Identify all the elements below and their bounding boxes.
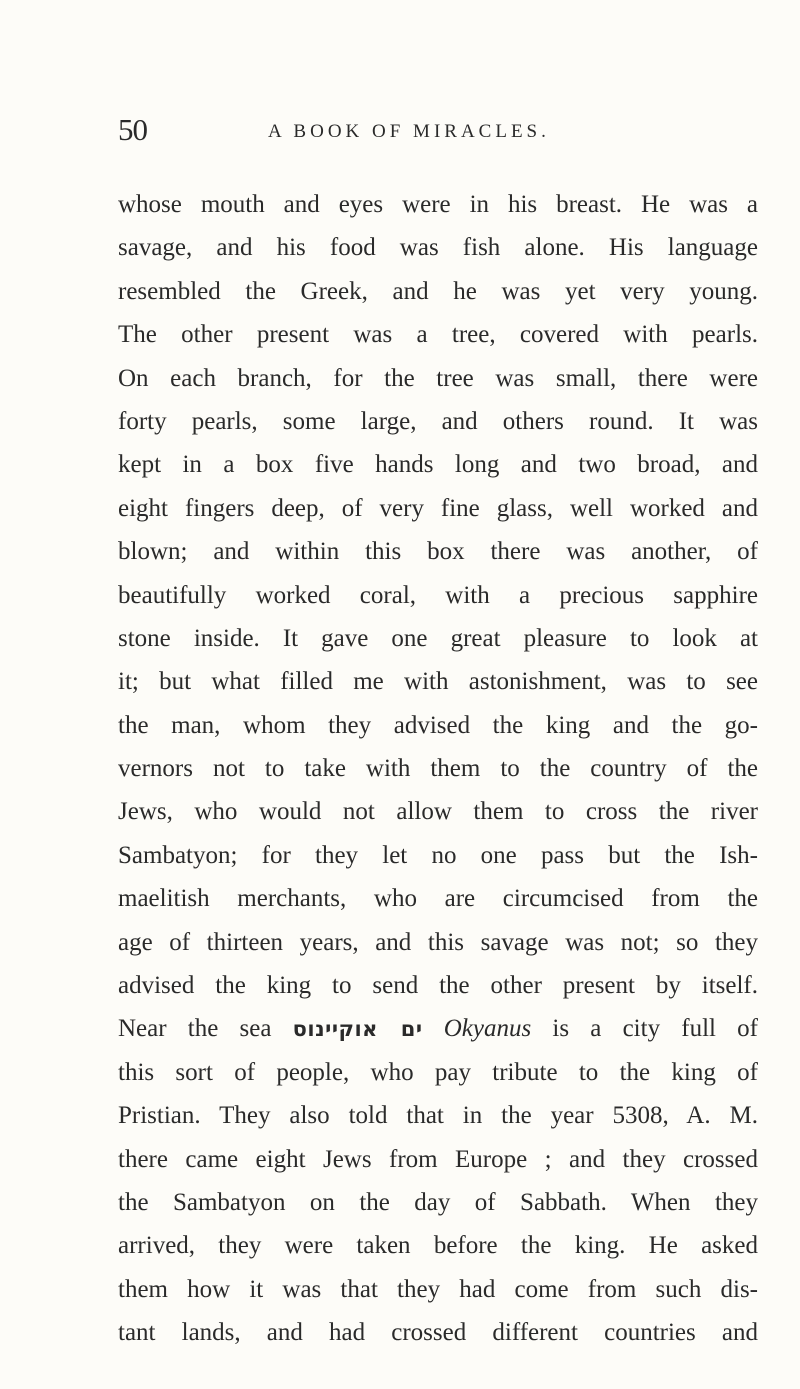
text-line: maelitish merchants, who are circumcised from the (118, 885, 758, 913)
text-line: arrived, they were taken before the king. He asked (118, 1232, 758, 1260)
page-number: 50 (118, 112, 147, 147)
text-line: it; but what filled me with astonishment, was to see (118, 668, 758, 696)
text-line: the Sambatyon on the day of Sabbath. When they (118, 1188, 758, 1216)
text-line: Pristian. They also told that in the year 5308, A. M. (118, 1102, 758, 1130)
text-line: this sort of people, who pay tribute to the king of (118, 1058, 758, 1086)
text-line: there came eight Jews from Europe ; and they crossed (118, 1145, 758, 1173)
line-text-after: is a city full of (552, 1015, 759, 1043)
text-line: beautifully worked coral, with a precious sapphire (118, 581, 758, 609)
text-line: forty pearls, some large, and others round. It was (118, 407, 758, 435)
text-line: resembled the Greek, and he was yet very young. (118, 277, 758, 305)
text-line: blown; and within this box there was another, of (118, 538, 758, 566)
page-header (118, 110, 758, 154)
text-line: stone inside. It gave one great pleasure to look at (118, 624, 758, 652)
text-line: Jews, who would not allow them to cross the river (118, 798, 758, 826)
text-line: The other present was a tree, covered with pearls. (118, 321, 758, 349)
text-line: eight fingers deep, of very fine glass, well worked and (118, 494, 758, 522)
text-line: tant lands, and had crossed different countries and (118, 1319, 758, 1347)
text-line: vernors not to take with them to the country of the (118, 755, 758, 783)
hebrew-phrase: ים אוקיינוס (292, 1017, 423, 1042)
text-line: the man, whom they advised the king and the go- (118, 711, 758, 739)
text-line: age of thirteen years, and this savage was not; so they (118, 928, 758, 956)
italic-transliteration: Okyanus (443, 1015, 532, 1043)
text-line: savage, and his food was fish alone. His language (118, 234, 758, 262)
text-line-with-hebrew (118, 1007, 758, 1050)
text-line: Sambatyon; for they let no one pass but the Ish- (118, 841, 758, 869)
text-line: advised the king to send the other present by itself. (118, 972, 758, 1000)
body-text (118, 183, 758, 1355)
text-line: On each branch, for the tree was small, there were (118, 364, 758, 392)
line-text-before: Near the sea (118, 1015, 272, 1043)
text-line: them how it was that they had come from such dis- (118, 1275, 758, 1303)
text-line: whose mouth and eyes were in his breast. He was a (118, 191, 758, 218)
running-head: A BOOK OF MIRACLES. (268, 121, 550, 142)
text-line: kept in a box five hands long and two broad, and (118, 451, 758, 479)
